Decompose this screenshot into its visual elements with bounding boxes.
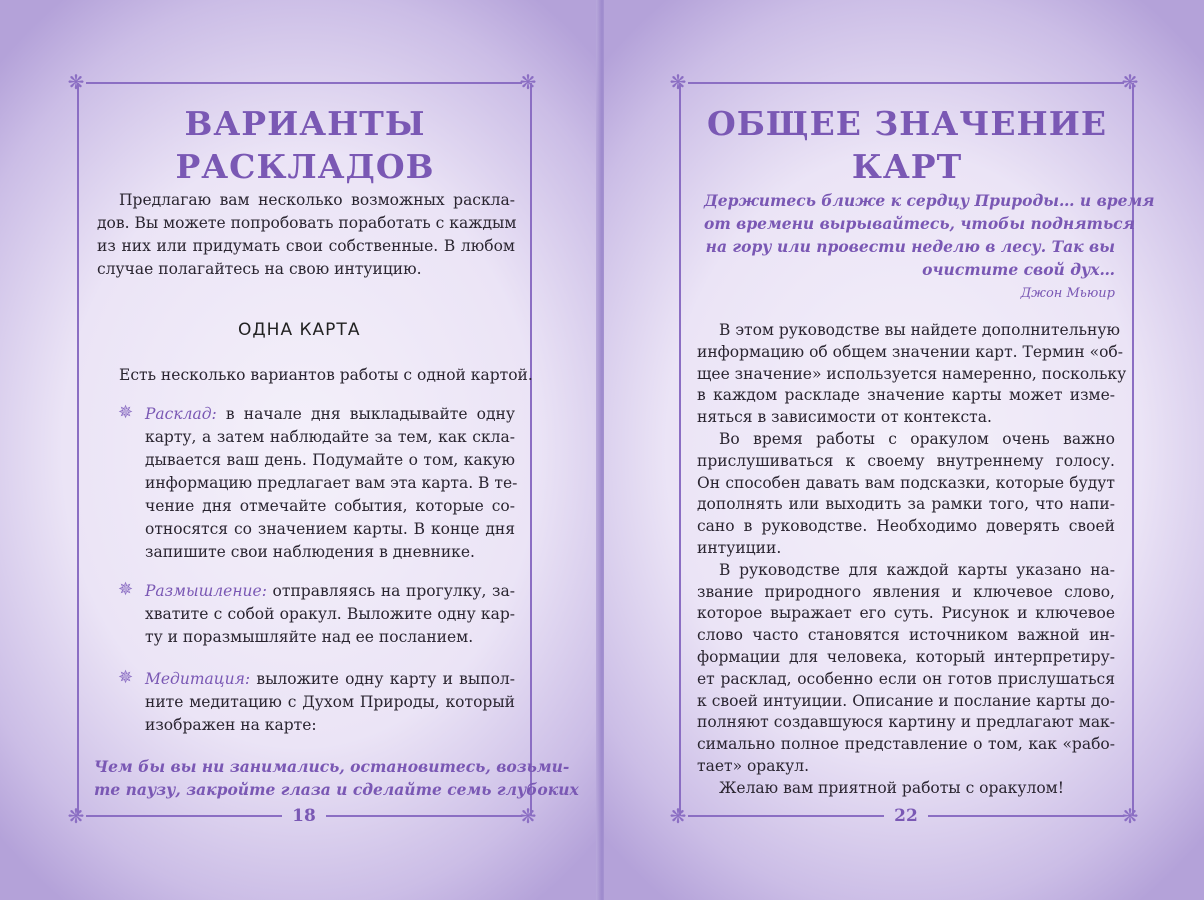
flower-bullet-icon: ✵: [118, 667, 134, 688]
text-line: от времени вырывайтесь, чтобы подняться: [704, 214, 1135, 233]
epigraph: [704, 189, 1155, 281]
text-line: няться в зависимости от контекста.: [697, 408, 992, 427]
text-line: хватите с собой оракул. Выложите одну кар-: [145, 605, 515, 623]
text-line: изображен на карте:: [145, 716, 317, 734]
intro-paragraph: [97, 189, 515, 281]
text-line: В этом руководстве вы найдете дополнительную: [719, 321, 1120, 339]
text-line: к своей интуиции. Описание и послание карты до-: [697, 691, 1115, 710]
frame-bottom-line-left: [688, 815, 884, 817]
title-line: КАРТ: [851, 147, 963, 186]
text-line: слово часто становятся источником важной ин-: [697, 626, 1115, 645]
title-line: ВАРИАНТЫ: [184, 104, 426, 143]
text-line: прислушиваться к своему внутреннему голосу.: [697, 451, 1115, 470]
bullet-term: Расклад:: [145, 405, 217, 423]
bullet-item: [145, 668, 515, 737]
text-line: карту, а затем наблюдайте за тем, как скла-: [145, 428, 515, 446]
section-heading: ОДНА КАРТА: [238, 320, 361, 340]
text-line: в каждом раскладе значение карты может изме-: [697, 386, 1115, 405]
text-line: на гору или провести неделю в лесу. Так вы: [705, 237, 1115, 256]
flower-bullet-icon: ✵: [118, 579, 134, 600]
text-line: Держитесь ближе к сердцу Природы… и время: [704, 191, 1155, 210]
text-line: случае полагайтесь на свою интуицию.: [97, 260, 422, 278]
text-line: те паузу, закройте глаза и сделайте семь глубоких: [94, 780, 579, 799]
snowflake-icon: ❋: [669, 804, 687, 828]
text-line: из них или придумать свои собственные. В любом: [97, 237, 515, 255]
text-line: информацию об общем значении карт. Термин «об-: [697, 342, 1123, 361]
text-line: тает» оракул.: [697, 756, 810, 775]
text-line: Желаю вам приятной работы с оракулом!: [719, 778, 1064, 797]
text-line: информацию предлагает вам эта карта. В те-: [145, 474, 518, 492]
snowflake-icon: ❋: [1121, 804, 1139, 828]
title-line: ОБЩЕЕ ЗНАЧЕНИЕ: [706, 104, 1108, 143]
snowflake-icon: ❋: [519, 70, 537, 94]
text-line: ту и поразмышляйте над ее посланием.: [145, 628, 474, 646]
text-line: щее значение» используется намеренно, поскольку: [697, 364, 1127, 383]
frame-bottom-line-right: [326, 815, 522, 817]
page-title: [682, 102, 1132, 188]
text-line: чение дня отмечайте события, которые со-: [145, 497, 515, 515]
text-line: которое выражает его суть. Рисунок и ключевое: [697, 604, 1115, 623]
text-line: дов. Вы можете попробовать поработать с каждым: [97, 214, 517, 232]
text-line: формации для человека, который интерпретиру-: [697, 647, 1115, 666]
text-line: Расклад: в начале дня выкладывайте одну: [145, 405, 515, 423]
text-line: симально полное представление о том, как «рабо-: [697, 735, 1115, 754]
text-line: полняют создавшуюся картину и предлагают мак-: [697, 713, 1115, 732]
text-line: запишите свои наблюдения в дневнике.: [145, 543, 475, 561]
frame-top-line: [688, 82, 1124, 84]
snowflake-icon: ❋: [519, 804, 537, 828]
bullet-term: Размышление:: [145, 582, 267, 600]
text-line: дополнять или выходить за рамки того, что напи-: [697, 495, 1115, 514]
body-text: [697, 320, 1127, 800]
right-page: [604, 0, 1204, 900]
text-line: В руководстве для каждой карты указано на-: [719, 560, 1115, 579]
text-line: относятся со значением карты. В конце дня: [145, 520, 515, 538]
frame-top-line: [86, 82, 522, 84]
text-line: Медитация: выложите одну карту и выпол-: [145, 670, 515, 688]
text-line: звание природного явления и ключевое слово,: [697, 582, 1115, 601]
text-line: интуиции.: [697, 538, 782, 557]
bullet-item: [145, 403, 518, 564]
page-number: 18: [292, 806, 316, 826]
text-line: очистите свой дух…: [922, 260, 1115, 279]
text-line: Предлагаю вам несколько возможных раскла-: [119, 191, 515, 209]
text-line: ните медитацию с Духом Природы, который: [145, 693, 515, 711]
snowflake-icon: ❋: [1121, 70, 1139, 94]
text-line: Размышление: отправляясь на прогулку, за-: [145, 582, 515, 600]
text-line: Во время работы с оракулом очень важно: [719, 429, 1115, 448]
lead-text: Есть несколько вариантов работы с одной картой.: [119, 366, 533, 384]
text-line: Чем бы вы ни занимались, остановитесь, возьми-: [94, 757, 570, 776]
snowflake-icon: ❋: [669, 70, 687, 94]
snowflake-icon: ❋: [67, 804, 85, 828]
text-line: Он способен давать вам подсказки, которые будут: [697, 473, 1115, 492]
text-line: ет расклад, особенно если он готов прислушаться: [697, 669, 1115, 688]
frame-bottom-line-left: [86, 815, 282, 817]
snowflake-icon: ❋: [67, 70, 85, 94]
page-title: [80, 102, 530, 188]
frame-bottom-line-right: [928, 815, 1124, 817]
text-line: сано в руководстве. Необходимо доверять своей: [697, 517, 1115, 536]
bullet-item: [145, 580, 515, 649]
bullet-term: Медитация:: [145, 670, 251, 688]
flower-bullet-icon: ✵: [118, 402, 134, 423]
epigraph-author: Джон Мьюир: [1020, 286, 1115, 301]
meditation-quote: [94, 755, 579, 801]
page-number: 22: [894, 806, 918, 826]
text-line: дывается ваш день. Подумайте о том, какую: [145, 451, 515, 469]
left-page: [0, 0, 600, 900]
title-line: РАСКЛАДОВ: [175, 147, 435, 186]
